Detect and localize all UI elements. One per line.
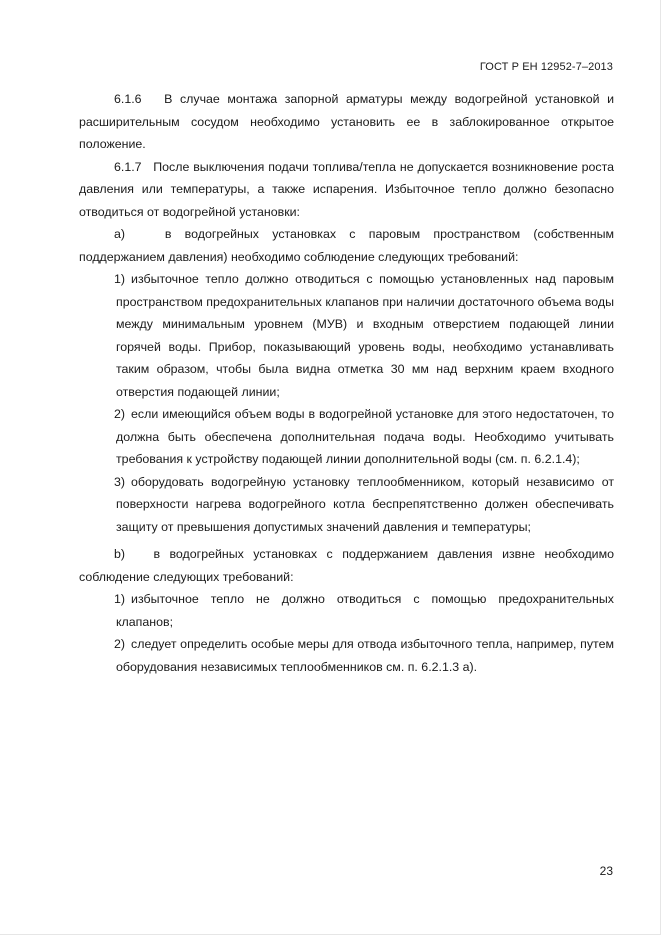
item-label: а) — [114, 227, 126, 241]
standard-header: ГОСТ Р ЕН 12952-7–2013 — [479, 61, 613, 73]
item-number: 2) — [114, 637, 126, 651]
item-b-2 — [79, 633, 614, 678]
item-text: избыточное тепло должно отводиться с помощью установленных над паровым пространством предохранительных клапанов при наличии достаточного объема воды между минимальным уровнем (МУВ) и входным отверстием подающей линии горячей воды. Прибор, показывающий уровень воды, необходимо устанавливать таким образом, чтобы была видна отметка 30 мм над верхним краем входного отверстия подающей линии; — [116, 272, 614, 399]
section-6-1-7 — [79, 156, 614, 224]
item-a-2 — [79, 403, 614, 471]
document-body — [79, 88, 614, 678]
item-number: 2) — [114, 407, 126, 421]
item-a — [79, 223, 614, 268]
item-number: 1) — [114, 592, 126, 606]
item-text: в водогрейных установках с паровым пространством (собственным поддержанием давления) необходимо соблюдение следующих требований: — [79, 227, 614, 264]
item-text: следует определить особые меры для отвода избыточного тепла, например, путем оборудования независимых теплообменников см. п. 6.2.1.3 а). — [116, 637, 614, 674]
item-text: в водогрейных установках с поддержанием давления извне необходимо соблюдение следующих требований: — [79, 547, 615, 584]
item-text: если имеющийся объем воды в водогрейной установке для этого недостаточен, то должна быть обеспечена дополнительная подача воды. Необходимо учитывать требования к устройству подающей линии дополнительной воды (см. п. 6.2.1.4); — [116, 407, 614, 466]
item-text: избыточное тепло не должно отводиться с помощью предохранительных клапанов; — [116, 592, 614, 629]
item-b — [79, 543, 614, 588]
item-a-3 — [79, 471, 614, 539]
item-number: 3) — [114, 474, 126, 489]
section-number: 6.1.6 — [114, 92, 142, 106]
item-number: 1) — [114, 272, 126, 286]
section-number: 6.1.7 — [114, 159, 142, 174]
item-b-1 — [79, 588, 614, 633]
page-number: 23 — [599, 864, 613, 878]
section-6-1-6 — [79, 88, 614, 156]
item-a-1 — [79, 268, 614, 403]
item-label: b) — [114, 547, 126, 561]
section-text: После выключения подачи топлива/тепла не допускается возникновение роста давления или температуры, а также испарения. Избыточное тепло должно безопасно отводиться от водогрейной установки: — [79, 159, 615, 219]
item-text: оборудовать водогрейную установку теплообменником, который независимо от поверхности нагрева водогрейного котла беспрепятственно должен обеспечивать защиту от превышения допустимых значений давления и температуры; — [116, 474, 614, 534]
section-text: В случае монтажа запорной арматуры между водогрейной установкой и расширительным сосудом необходимо установить ее в заблокированное открытое положение. — [79, 92, 614, 151]
